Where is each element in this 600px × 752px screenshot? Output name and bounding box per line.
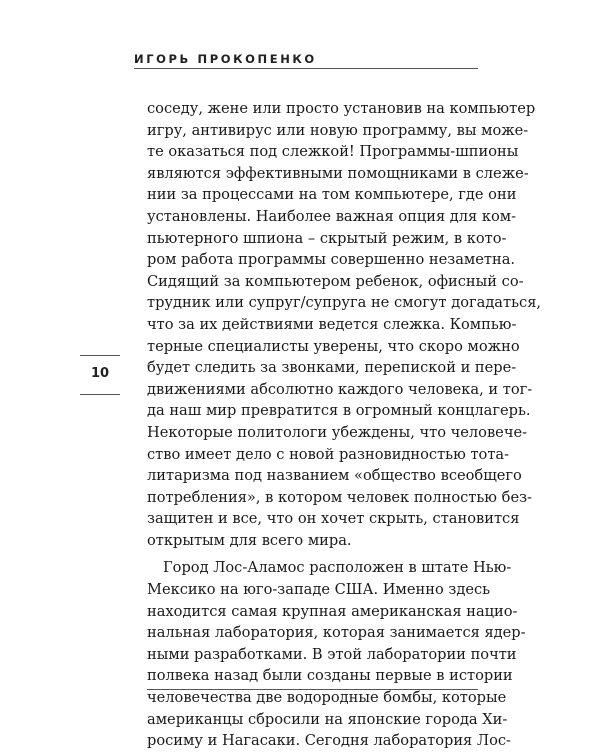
text-line: человечества две водородные бомбы, которые (147, 689, 507, 707)
text-line: ными разработками. В этой лаборатории почти (147, 645, 517, 663)
text-line: пьютерного шпиона – скрытый режим, в кото- (147, 229, 507, 247)
text-line: Город Лос-Аламос расположен в штате Нью- (163, 559, 512, 577)
text-line: росиму и Нагасаки. Сегодня лаборатория Лос- (147, 732, 511, 750)
text-line: нии за процессами на том компьютере, где они (147, 186, 517, 204)
text-line: трудник или супруг/супруга не смогут догадаться, (147, 294, 542, 312)
text-line: Мексико на юго-западе США. Именно здесь (147, 581, 491, 599)
text-line: движениями абсолютно каждого человека, и тог- (147, 380, 533, 398)
text-line: что за их действиями ведется слежка. Компью- (147, 315, 517, 333)
text-line: да наш мир превратится в огромный концлагерь. (147, 402, 531, 420)
header-rule (134, 68, 478, 69)
text-line: те оказаться под слежкой! Программы-шпионы (147, 143, 519, 161)
body-text (147, 98, 542, 752)
text-line: являются эффективными помощниками в слеже- (147, 164, 529, 182)
text-line: находится самая крупная американская нацио- (147, 602, 518, 620)
text-line: полвека назад были созданы первые в истории (147, 667, 513, 685)
text-line: игру, антивирус или новую программу, вы може- (147, 121, 529, 139)
page-number: 10 (90, 366, 110, 381)
text-line: Сидящий за компьютером ребенок, офисный со- (147, 272, 524, 290)
text-line: ство имеет дело с новой разновидностью тота- (147, 445, 510, 463)
text-line: терные специалисты уверены, что скоро можно (147, 337, 520, 355)
text-line: установлены. Наиболее важная опция для ком- (147, 207, 517, 225)
paragraph (147, 98, 542, 551)
text-line: нальная лаборатория, которая занимается ядер- (147, 624, 526, 642)
text-line: будет следить за звонками, перепиской и пере- (147, 359, 517, 377)
footer-rule (147, 689, 478, 690)
text-line: защитен и все, что он хочет скрыть, становится (147, 510, 520, 528)
page-number-bottom-rule (80, 394, 120, 395)
text-line: Некоторые политологи убеждены, что человече- (147, 423, 528, 441)
text-line: литаризма под названием «общество всеобщего (147, 467, 522, 485)
text-line: открытым для всего мира. (147, 531, 352, 549)
text-line: соседу, жене или просто установив на компьютер (147, 100, 536, 117)
running-header-author: ИГОРЬ ПРОКОПЕНКО (134, 52, 317, 66)
page-number-top-rule (80, 355, 120, 356)
text-line: ром работа программы совершенно незаметна. (147, 251, 516, 269)
paragraph (147, 557, 526, 751)
text-line: потребления», в котором человек полностью без- (147, 488, 532, 506)
text-line: американцы сбросили на японские города Хи- (147, 710, 508, 728)
